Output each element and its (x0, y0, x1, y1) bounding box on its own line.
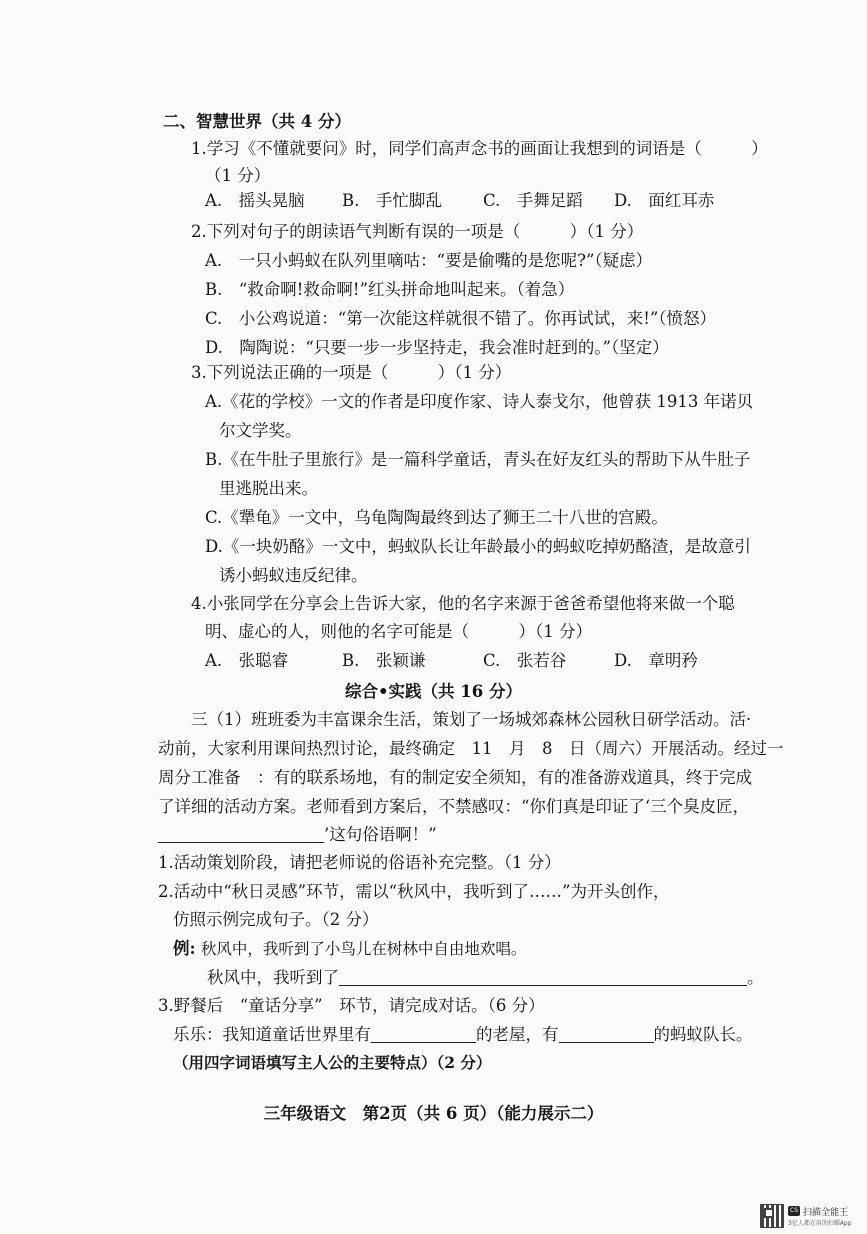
question-3-option-a-line2: 尔文学奖。 (219, 421, 302, 440)
scanner-subtitle: 3亿人都在用的扫描App (788, 1220, 852, 1227)
question-2-stem: 2.下列对句子的朗读语气判断有误的一项是（ ）（1 分） (191, 222, 644, 241)
practice-question-2-line1: 2.活动中“秋日灵感”环节，需以“秋风中，我听到了……”为开头创作， (158, 882, 670, 901)
dialog-note: （用四字词语填写主人公的主要特点）（2 分） (173, 1053, 492, 1072)
section-heading-practice: 综合•实践（共 16 分） (345, 682, 522, 701)
sentence-fill-prefix: 秋风中，我听到了 (207, 968, 339, 987)
question-4-stem-line1: 4.小张同学在分享会上告诉大家，他的名字来源于爸爸希望他将来做一个聪 (191, 594, 735, 613)
dialog-part-c: 的蚂蚁队长。 (653, 1025, 753, 1044)
question-2-option-d: D. 陶陶说：“只要一步一步坚持走，我会准时赶到的。”（坚定） (205, 338, 669, 357)
question-1-option-b: B. 手忙脚乱 (342, 191, 442, 210)
question-2-option-a: A. 一只小蚂蚁在队列里嘀咕：“要是偷嘴的是您呢?”（疑虑） (205, 251, 653, 270)
dialog-part-b: 的老屋，有 (476, 1025, 559, 1044)
dialog-line (173, 1024, 753, 1046)
question-3-option-d-line2: 诱小蚂蚁违反纪律。 (219, 566, 368, 585)
proverb-answer-blank[interactable] (158, 826, 324, 843)
question-3-option-d-line1: D.《一块奶酪》一文中，蚂蚁队长让年龄最小的蚂蚁吃掉奶酪渣，是故意引 (205, 537, 751, 556)
question-3-option-a-line1: A.《花的学校》一文的作者是印度作家、诗人泰戈尔，他曾获 1913 年诺贝 (205, 392, 754, 411)
question-1-option-a: A. 摇头晃脑 (205, 191, 305, 210)
example-label: 例: (173, 939, 196, 958)
example-text: 秋风中，我听到了小鸟儿在树林中自由地欢唱。 (200, 940, 527, 958)
question-3-option-b-line2: 里逃脱出来。 (219, 479, 318, 498)
scanner-badge (760, 1204, 863, 1234)
question-4-option-b: B. 张颖谦 (342, 651, 426, 670)
practice-intro-line4: 了详细的活动方案。老师看到方案后，不禁感叹：“你们真是印证了‘三个臭皮匠， (158, 797, 750, 816)
qr-code-icon (760, 1204, 784, 1228)
sentence-answer-blank[interactable] (339, 969, 747, 986)
practice-intro-line5 (158, 824, 437, 846)
practice-intro-line3: 周分工准备 ：有的联系场地，有的制定安全须知，有的准备游戏道具，终于完成 (158, 768, 752, 787)
question-4-option-c: C. 张若谷 (483, 651, 567, 670)
practice-question-1: 1.活动策划阶段，请把老师说的俗语补充完整。（1 分） (158, 853, 561, 872)
question-3-option-b-line1: B.《在牛肚子里旅行》是一篇科学童话，青头在好友红头的帮助下从牛肚子 (205, 450, 751, 469)
question-1-option-d: D. 面红耳赤 (614, 191, 715, 210)
question-1-stem: 1.学习《不懂就要问》时，同学们高声念书的画面让我想到的词语是（ ） (191, 139, 768, 158)
question-1-option-c: C. 手舞足蹈 (483, 191, 583, 210)
sentence-fill-end: 。 (747, 968, 764, 987)
question-2-option-c: C. 小公鸡说道：“第一次能这样就很不错了。你再试试，来!”（愤怒） (205, 309, 717, 328)
scanner-name: 扫描全能王 (803, 1208, 849, 1218)
dialog-part-a: 乐乐：我知道童话世界里有 (173, 1025, 371, 1044)
practice-intro-tail: ’这句俗语啊！” (324, 825, 437, 844)
practice-question-2-line2: 仿照示例完成句子。（2 分） (173, 910, 379, 929)
question-4-option-a: A. 张聪睿 (205, 651, 289, 670)
question-1-score: （1 分） (205, 166, 271, 185)
example-sentence (173, 938, 526, 960)
question-3-stem: 3.下列说法正确的一项是（ ）（1 分） (191, 363, 512, 382)
sentence-fill-line (207, 967, 764, 989)
question-4-stem-line2: 明、虚心的人，则他的名字可能是（ ）（1 分） (205, 622, 592, 641)
question-4-option-d: D. 章明矜 (614, 651, 698, 670)
question-2-option-b: B. “救命啊!救命啊!”红头拼命地叫起来。（着急） (205, 280, 575, 299)
practice-question-3: 3.野餐后 “童话分享” 环节，请完成对话。（6 分） (158, 996, 545, 1015)
old-house-trait-blank[interactable] (371, 1026, 476, 1043)
question-1-options (205, 190, 714, 212)
scanner-logo-icon: CS (790, 1207, 798, 1214)
question-4-options (205, 650, 698, 672)
question-3-option-c: C.《犟龟》一文中，乌龟陶陶最终到达了狮王二十八世的宫殿。 (205, 508, 668, 527)
practice-intro-line2: 动前，大家利用课间热烈讨论，最终确定 11 月 8 日（周六）开展活动。经过一 (158, 739, 784, 758)
ant-captain-trait-blank[interactable] (559, 1026, 654, 1043)
section-heading-wisdom: 二、智慧世界（共 4 分） (163, 112, 351, 131)
page-footer: 三年级语文 第2页（共 6 页）（能力展示二） (263, 1104, 604, 1123)
practice-intro-line1: 三（1）班班委为丰富课余生活，策划了一场城郊森林公园秋日研学活动。活· (191, 710, 752, 729)
